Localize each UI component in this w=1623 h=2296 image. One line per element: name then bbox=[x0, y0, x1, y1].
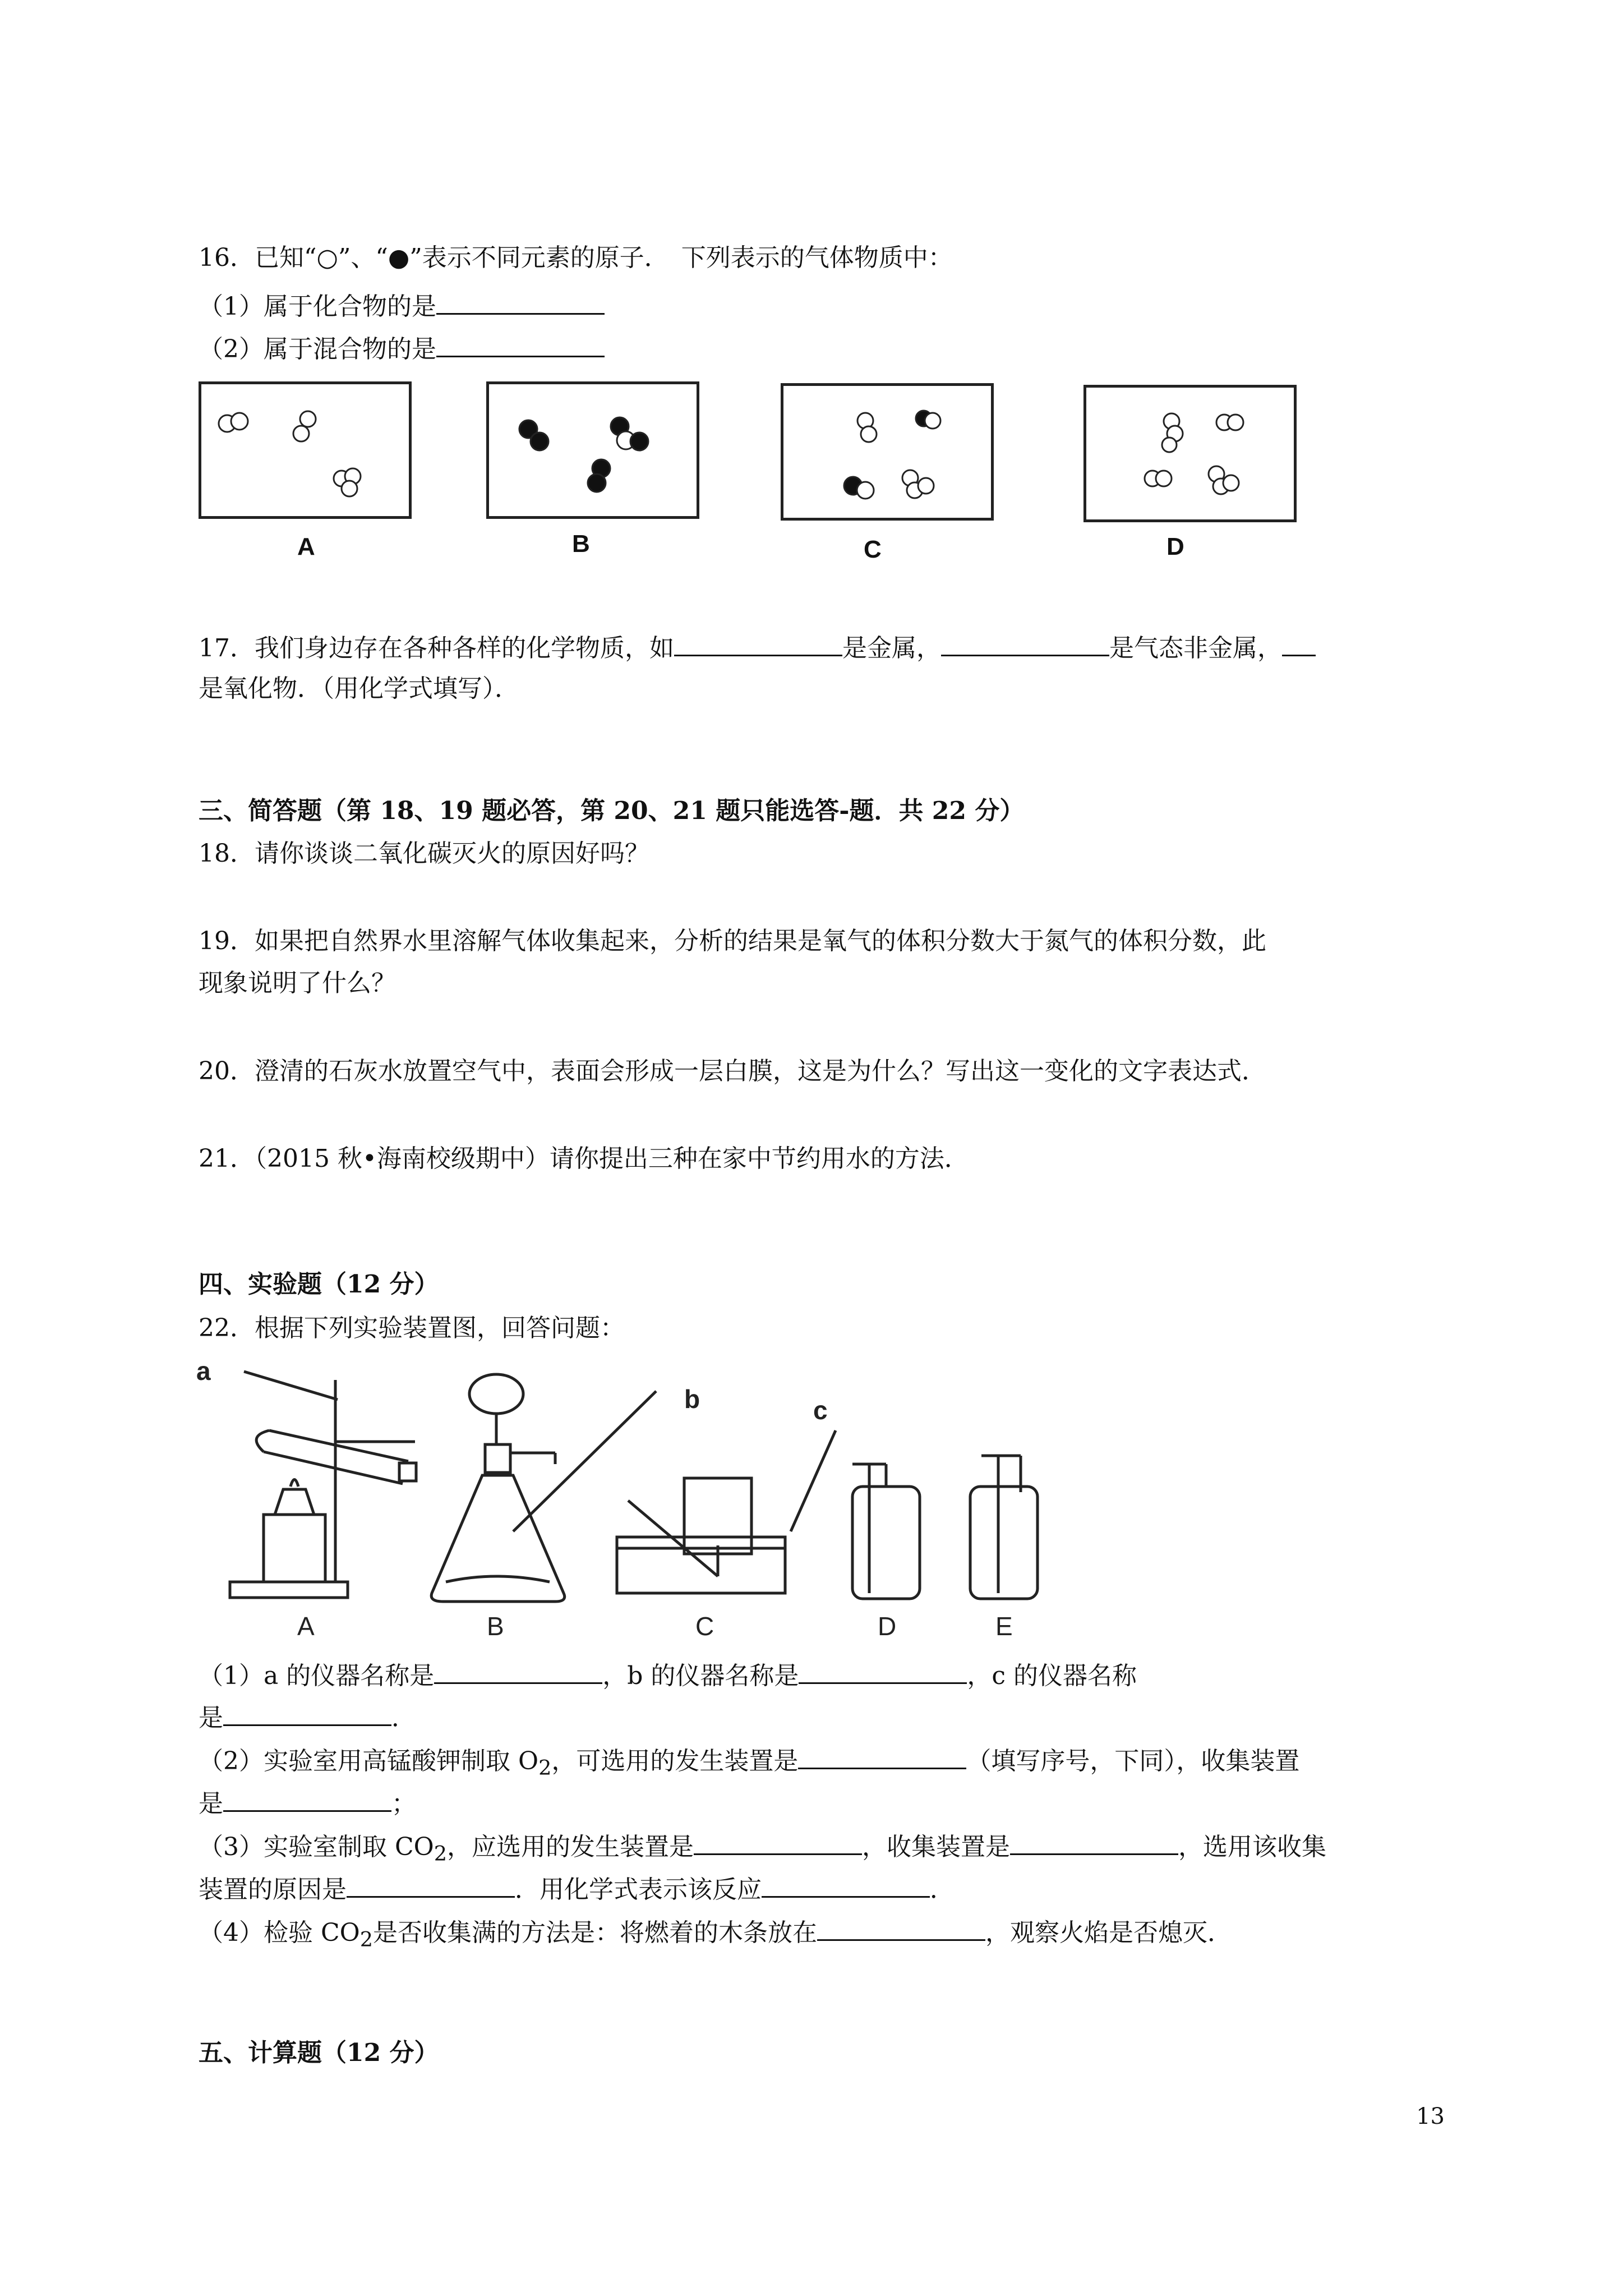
q22-part4: （4）检验 $CO_2$是否收集满的方法是：将燃着的木条放在 ，观察火焰是否熄灭． bbox=[199, 1915, 1232, 1955]
q17-line1: 17．我们身边存在各种各样的化学物质，如 是金属， 是气态非金属， bbox=[199, 630, 1316, 664]
answer-blank[interactable] bbox=[436, 288, 605, 315]
answer-blank[interactable] bbox=[434, 1658, 602, 1684]
molecule-diagram-d bbox=[1086, 388, 1294, 519]
q16-stem: 16．已知“○”、“●”表示不同元素的原子． 下列表示的气体物质中： bbox=[199, 243, 953, 272]
molecule-box-c bbox=[781, 383, 994, 521]
q22-part1-line1: （1）a 的仪器名称是 ，b 的仪器名称是 ，c 的仪器名称 bbox=[199, 1658, 1137, 1692]
q22-part3-line1: （3）实验室制取 $CO_2$，应选用的发生装置是 ，收集装置是 ，选用该收集 bbox=[199, 1829, 1326, 1870]
q19-line2: 现象说明了什么？ bbox=[199, 969, 396, 997]
answer-blank[interactable] bbox=[1010, 1829, 1178, 1855]
answer-blank[interactable] bbox=[1282, 630, 1316, 656]
answer-blank[interactable] bbox=[798, 1743, 966, 1769]
answer-blank[interactable] bbox=[762, 1871, 930, 1898]
box-label-a: A bbox=[297, 533, 315, 560]
apparatus-label-e: E bbox=[995, 1612, 1013, 1638]
q19-line1: 19．如果把自然界水里溶解气体收集起来，分析的结果是氧气的体积分数大于氮气的体积分数，此 bbox=[199, 927, 1266, 955]
molecule-box-d bbox=[1083, 385, 1297, 522]
q21-text: 21．（2015 秋•海南校级期中）请你提出三种在家中节约用水的方法． bbox=[199, 1144, 969, 1173]
molecule-box-b bbox=[486, 381, 699, 519]
pointer-label-a: a bbox=[196, 1356, 211, 1386]
box-label-b: B bbox=[572, 530, 590, 558]
answer-blank[interactable] bbox=[347, 1871, 515, 1898]
answer-blank[interactable] bbox=[694, 1829, 862, 1855]
section3-heading: 三、简答题（第 18、19 题必答，第 20、21 题只能选答-题．共 22 分） bbox=[199, 797, 1025, 825]
molecule-diagram-b bbox=[489, 384, 697, 516]
lab-apparatus-figure bbox=[191, 1346, 1122, 1638]
answer-blank[interactable] bbox=[223, 1700, 391, 1726]
apparatus-label-c: C bbox=[695, 1612, 714, 1638]
pointer-label-c: c bbox=[813, 1396, 828, 1425]
q16-part1: （1）属于化合物的是 bbox=[199, 288, 605, 323]
molecule-diagram-a bbox=[201, 384, 409, 516]
answer-blank[interactable] bbox=[436, 331, 605, 357]
molecule-box-a bbox=[199, 381, 412, 519]
apparatus-label-d: D bbox=[878, 1612, 897, 1638]
molecule-diagram-c bbox=[783, 386, 991, 518]
q17-line2: 是氧化物．（用化学式填写）． bbox=[199, 674, 519, 703]
answer-blank[interactable] bbox=[799, 1658, 967, 1684]
q16-part2: （2）属于混合物的是 bbox=[199, 331, 605, 365]
apparatus-label-b: B bbox=[487, 1612, 504, 1638]
apparatus-label-a: A bbox=[297, 1612, 315, 1638]
q18-text: 18．请你谈谈二氧化碳灭火的原因好吗？ bbox=[199, 839, 649, 868]
q22-part2-line2: 是 ； bbox=[199, 1786, 416, 1820]
box-label-d: D bbox=[1166, 533, 1184, 560]
section4-heading: 四、实验题（12 分） bbox=[199, 1270, 439, 1299]
q22-text: 22．根据下列实验装置图，回答问题： bbox=[199, 1314, 625, 1342]
q22-part3-line2: 装置的原因是 ．用化学式表示该反应 ． bbox=[199, 1871, 955, 1906]
section5-heading: 五、计算题（12 分） bbox=[199, 2039, 439, 2067]
answer-blank[interactable] bbox=[817, 1915, 985, 1941]
open-circle-symbol: ○ bbox=[316, 243, 338, 272]
box-label-c: C bbox=[864, 536, 882, 563]
answer-blank[interactable] bbox=[674, 630, 842, 656]
page-number: 13 bbox=[1416, 2104, 1445, 2129]
q22-part1-line2: 是 ． bbox=[199, 1700, 416, 1734]
filled-circle-symbol: ● bbox=[388, 243, 410, 272]
q22-part2-line1: （2）实验室用高锰酸钾制取 $O_2$，可选用的发生装置是 （填写序号，下同），收集装置 bbox=[199, 1743, 1299, 1784]
pointer-label-b: b bbox=[684, 1384, 700, 1414]
answer-blank[interactable] bbox=[941, 630, 1109, 656]
q20-text: 20．澄清的石灰水放置空气中，表面会形成一层白膜，这是为什么？写出这一变化的文字表达式． bbox=[199, 1057, 1266, 1085]
answer-blank[interactable] bbox=[223, 1786, 391, 1812]
